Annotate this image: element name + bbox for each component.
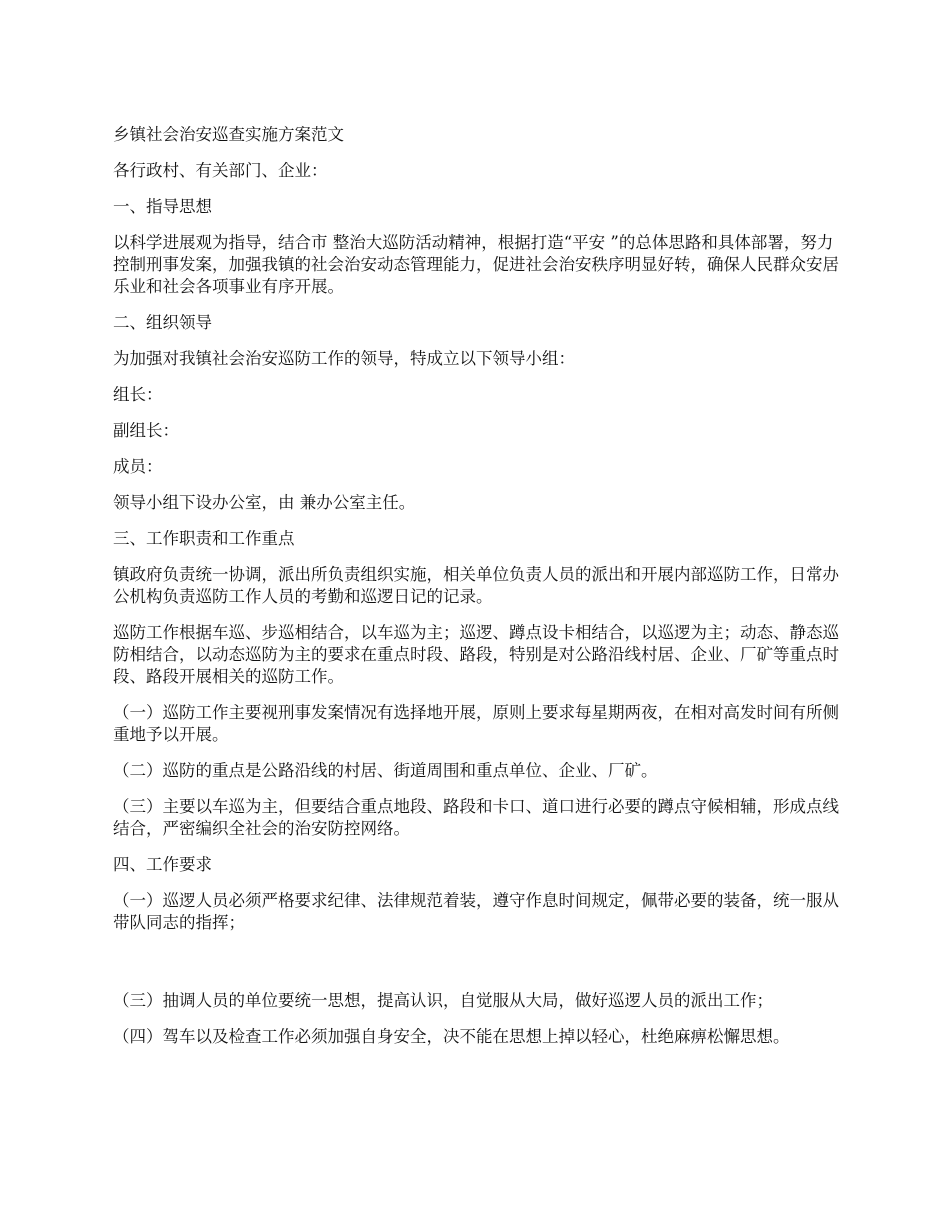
paragraph-duties-3: （一）巡防工作主要视刑事发案情况有选择地开展，原则上要求每星期两夜，在相对高发时间有所侧重地予以开展。 bbox=[113, 703, 839, 744]
paragraph-duties-2: 巡防工作根据车巡、步巡相结合，以车巡为主；巡逻、蹲点设卡相结合，以巡逻为主；动态、静态巡防相结合，以动态巡防为主的要求在重点时段、路段，特别是对公路沿线村居、企业、厂矿等重点时段、路段开展相关的巡防工作。 bbox=[113, 623, 839, 686]
paragraph-requirements-1: （一）巡逻人员必须严格要求纪律、法律规范着装，遵守作息时间规定，佩带必要的装备，统一服从带队同志的指挥； bbox=[113, 891, 839, 932]
line-deputy-leader: 副组长： bbox=[113, 421, 179, 440]
section-heading-requirements: 四、工作要求 bbox=[113, 855, 212, 874]
section-heading-duties: 三、工作职责和工作重点 bbox=[113, 529, 295, 548]
document-title: 乡镇社会治安巡查实施方案范文 bbox=[113, 125, 344, 144]
salutation: 各行政村、有关部门、企业： bbox=[113, 161, 328, 180]
document-body bbox=[113, 124, 843, 1062]
line-office: 领导小组下设办公室，由 兼办公室主任。 bbox=[113, 493, 416, 512]
paragraph-duties-4: （二）巡防的重点是公路沿线的村居、街道周围和重点单位、企业、厂矿。 bbox=[113, 761, 658, 780]
line-members: 成员： bbox=[113, 457, 163, 476]
paragraph-requirements-3: （三）抽调人员的单位要统一思想，提高认识，自觉服从大局，做好巡逻人员的派出工作； bbox=[113, 991, 773, 1010]
paragraph-guiding-ideology: 以科学进展观为指导，结合市 整治大巡防活动精神，根据打造“平安 ”的总体思路和具体部署，努力控制刑事发案，加强我镇的社会治安动态管理能力，促进社会治安秩序明显好转，确保人民群众安居乐业和社会各项事业有序开展。 bbox=[113, 233, 839, 296]
paragraph-organization-intro: 为加强对我镇社会治安巡防工作的领导，特成立以下领导小组： bbox=[113, 349, 575, 368]
paragraph-duties-1: 镇政府负责统一协调，派出所负责组织实施，相关单位负责人员的派出和开展内部巡防工作，日常办公机构负责巡防工作人员的考勤和巡逻日记的记录。 bbox=[113, 565, 839, 606]
paragraph-duties-5: （三）主要以车巡为主，但要结合重点地段、路段和卡口、道口进行必要的蹲点守候相辅，形成点线结合，严密编织全社会的治安防控网络。 bbox=[113, 797, 839, 838]
paragraph-requirements-4: （四）驾车以及检查工作必须加强自身安全，决不能在思想上掉以轻心，杜绝麻痹松懈思想。 bbox=[113, 1027, 790, 1046]
section-heading-organization: 二、组织领导 bbox=[113, 313, 212, 332]
section-heading-guiding-ideology: 一、指导思想 bbox=[113, 197, 212, 216]
blank-gap bbox=[113, 948, 843, 990]
line-leader: 组长： bbox=[113, 385, 163, 404]
